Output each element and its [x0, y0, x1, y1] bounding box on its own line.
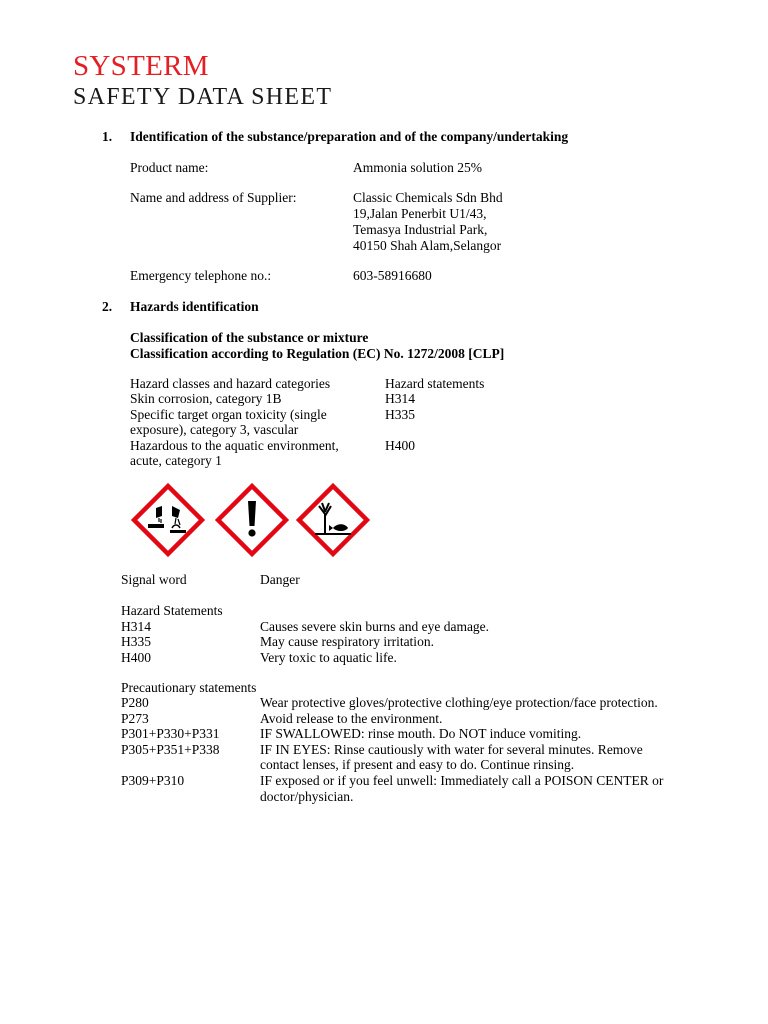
hazard-class-code: H400	[385, 438, 415, 453]
precautionary-code: P305+P351+P338	[121, 742, 220, 757]
supplier-line: Temasya Industrial Park,	[353, 222, 488, 237]
hazard-classes-header: Hazard classes and hazard categories	[130, 376, 331, 391]
hazard-class-line: Hazardous to the aquatic environment,	[130, 438, 339, 453]
supplier-label: Name and address of Supplier:	[130, 190, 297, 205]
precautionary-title: Precautionary statements	[121, 680, 257, 695]
hazard-statement-code: H335	[121, 634, 151, 649]
precautionary-text: Avoid release to the environment.	[260, 711, 443, 726]
signal-word-value: Danger	[260, 572, 300, 587]
hazard-statements-header: Hazard statements	[385, 376, 485, 391]
precautionary-text: doctor/physician.	[260, 789, 354, 804]
hazard-statement-text: Causes severe skin burns and eye damage.	[260, 619, 490, 634]
hazard-class-line: Skin corrosion, category 1B	[130, 391, 282, 406]
document-title: SAFETY DATA SHEET	[73, 84, 333, 110]
precautionary-code: P301+P330+P331	[121, 726, 220, 741]
emergency-phone-value: 603-58916680	[353, 268, 432, 283]
hazard-statement-code: H314	[121, 619, 151, 634]
classification-subtitle: Classification of the substance or mixture	[130, 330, 369, 345]
clp-subtitle: Classification according to Regulation (EC) No. 1272/2008 [CLP]	[130, 346, 505, 361]
hazard-class-line: acute, category 1	[130, 453, 222, 468]
hazard-statement-code: H400	[121, 650, 151, 665]
hazard-class-line: Specific target organ toxicity (single	[130, 407, 327, 422]
hazard-statements-title: Hazard Statements	[121, 603, 223, 618]
precautionary-text: IF exposed or if you feel unwell: Immediately call a POISON CENTER or	[260, 773, 664, 788]
supplier-line: 19,Jalan Penerbit U1/43,	[353, 206, 487, 221]
section-1-title: Identification of the substance/preparation and of the company/undertaking	[130, 129, 569, 144]
emergency-phone-label: Emergency telephone no.:	[130, 268, 272, 283]
environment-icon	[299, 486, 367, 554]
supplier-line: 40150 Shah Alam,Selangor	[353, 238, 502, 253]
corrosion-icon	[134, 486, 202, 554]
product-name-value: Ammonia solution 25%	[353, 160, 482, 175]
section-1-number: 1.	[102, 129, 113, 144]
precautionary-text: Wear protective gloves/protective clothing/eye protection/face protection.	[260, 695, 658, 710]
precautionary-text: IF IN EYES: Rinse cautiously with water for several minutes. Remove	[260, 742, 643, 757]
signal-word-label: Signal word	[121, 572, 187, 587]
section-2-title: Hazards identification	[130, 299, 259, 314]
hazard-class-code: H335	[385, 407, 415, 422]
hazard-statement-text: May cause respiratory irritation.	[260, 634, 434, 649]
section-2-number: 2.	[102, 299, 113, 314]
hazard-class-line: exposure), category 3, vascular	[130, 422, 299, 437]
exclamation-icon	[218, 486, 286, 554]
precautionary-code: P280	[121, 695, 149, 710]
precautionary-text: IF SWALLOWED: rinse mouth. Do NOT induce vomiting.	[260, 726, 582, 741]
hazard-class-code: H314	[385, 391, 415, 406]
product-name-label: Product name:	[130, 160, 209, 175]
precautionary-code: P309+P310	[121, 773, 185, 788]
precautionary-code: P273	[121, 711, 149, 726]
supplier-line: Classic Chemicals Sdn Bhd	[353, 190, 503, 205]
brand-logo-text: SYSTERM	[73, 50, 209, 82]
hazard-statement-text: Very toxic to aquatic life.	[260, 650, 397, 665]
precautionary-text: contact lenses, if present and easy to do. Continue rinsing.	[260, 757, 575, 772]
ghs-pictograms	[128, 482, 372, 558]
